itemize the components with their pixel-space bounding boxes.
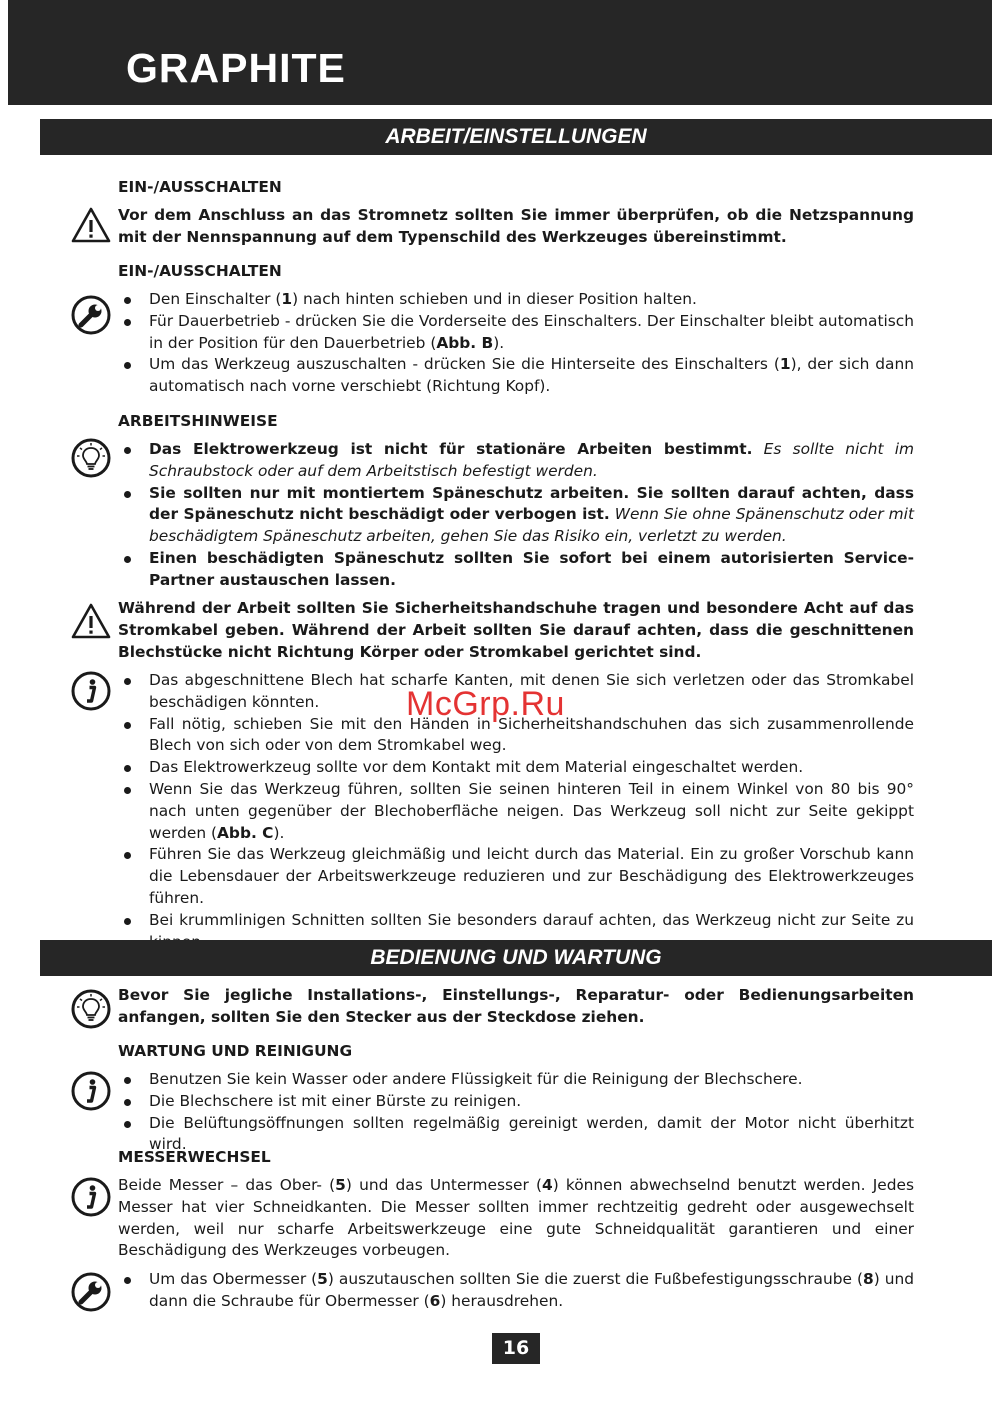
heading-ein-aus-1: EIN-/AUSSCHALTEN (118, 178, 282, 196)
list-item: Benutzen Sie kein Wasser oder andere Flüssigkeit für die Reinigung der Blechschere. (118, 1069, 914, 1091)
lightbulb-icon (70, 437, 112, 479)
header-bar (8, 0, 992, 105)
wrench-icon (70, 1271, 112, 1313)
heading-wartung: WARTUNG UND REINIGUNG (118, 1042, 353, 1060)
list-item: Sie sollten nur mit montiertem Späneschutz arbeiten. Sie sollten darauf achten, dass der Späneschutz nicht beschädigt oder verbogen ist. Wenn Sie ohne Spänenschutz oder mit beschädigtem Späneschutz arbeiten, gehen Sie das Risiko ein, verletzt zu werden. (118, 483, 914, 548)
list-item: Den Einschalter (1) nach hinten schieben und in dieser Position halten. (118, 289, 914, 311)
list-item: Die Belüftungsöffnungen sollten regelmäßig gereinigt werden, damit der Motor nicht überhitzt wird. (118, 1113, 914, 1157)
warning-icon (70, 206, 112, 244)
warning-icon (70, 602, 112, 640)
list-item: Einen beschädigten Späneschutz sollten Sie sofort bei einem autorisierten Service-Partner austauschen lassen. (118, 548, 914, 592)
list-item: Bei krummlinigen Schnitten sollten Sie besonders darauf achten, das Werkzeug nicht zur Seite zu (118, 910, 914, 954)
list-item: Führen Sie das Werkzeug gleichmäßig und leicht durch das Material. Ein zu großer Vorschub kann die Lebensdauer der Arbeitswerkzeuge reduzieren und zur Beschädigung des Elektrowerkzeuges führen. (118, 844, 914, 909)
list-item: Wenn Sie das Werkzeug führen, sollten Sie seinen hinteren Teil in einem Winkel von 80 bis 90° nach unten gegenüber der Blechoberfläche neigen. Das Werkzeug soll nicht zur Seite gekippt werden (Abb. C). (118, 779, 914, 844)
list-messer (118, 1269, 914, 1313)
list-item: Das Elektrowerkzeug sollte vor dem Kontakt mit dem Material eingeschaltet werden. (118, 757, 914, 779)
list-item: Das Elektrowerkzeug ist nicht für stationäre Arbeiten bestimmt. Es sollte nicht im Schraubstock oder auf dem Arbeitstisch befestigt werden. (118, 439, 914, 483)
section-title-arbeit: ARBEIT/EINSTELLUNGEN (40, 119, 992, 155)
list-ein-aus (118, 289, 914, 398)
wrench-icon (70, 294, 112, 336)
info-icon (70, 1070, 112, 1112)
paragraph-messer: Beide Messer – das Ober- (5) und das Untermesser (4) können abwechselnd benutzt werden. Jedes Messer hat vier Schneidkanten. Die Messer sollten immer rechtzeitig gedreht oder ausgewechselt werden, weil nur scharfe Arbeitswerkzeuge eine gute Schneidqualität garantieren und einer Beschädigung des Werkzeuges vorbeugen. (118, 1176, 914, 1260)
brand-logo: GRAPHITE (126, 45, 346, 91)
info-icon (70, 670, 112, 712)
list-arbeitshinweise (118, 439, 914, 592)
lightbulb-icon (70, 988, 112, 1030)
heading-ein-aus-2: EIN-/AUSSCHALTEN (118, 262, 282, 280)
heading-messerwechsel: MESSERWECHSEL (118, 1148, 271, 1166)
info-icon (70, 1176, 112, 1218)
list-wartung (118, 1069, 914, 1156)
list-item: Das abgeschnittene Blech hat scharfe Kanten, mit denen Sie sich verletzen oder das Stromkabel beschädigen könnten. (118, 670, 914, 714)
warning-mains-voltage: Vor dem Anschluss an das Stromnetz sollten Sie immer überprüfen, ob die Netzspannung mit der Nennspannung auf dem Typenschild des Werkzeuges übereinstimmt. (118, 206, 914, 246)
page-number: 16 (492, 1333, 540, 1364)
note-unplug: Bevor Sie jegliche Installations-, Einstellungs-, Reparatur- oder Bedienungsarbeiten anfangen, sollten Sie den Stecker aus der Steckdose ziehen. (118, 986, 914, 1026)
list-item: Für Dauerbetrieb - drücken Sie die Vorderseite des Einschalters. Der Einschalter bleibt automatisch in der Position für den Dauerbetrieb (Abb. B). (118, 311, 914, 355)
watermark: McGrp.Ru (406, 685, 565, 723)
list-item: Die Blechschere ist mit einer Bürste zu reinigen. (118, 1091, 914, 1113)
warning-gloves-cable: Während der Arbeit sollten Sie Sicherheitshandschuhe tragen und besondere Acht auf das Stromkabel geben. Während der Arbeit sollten Sie darauf achten, dass die geschnittenen Blechstücke nicht Richtung Körper oder Stromkabel gerichtet sind. (118, 599, 914, 661)
heading-arbeitshinweise: ARBEITSHINWEISE (118, 412, 278, 430)
list-item: Um das Werkzeug auszuschalten - drücken Sie die Hinterseite des Einschalters (1), der sich dann automatisch nach vorne verschiebt (Richtung Kopf). (118, 354, 914, 398)
list-item: Fall nötig, schieben Sie mit den Händen in Sicherheitshandschuhen das sich zusammenrollende Blech von sich oder von dem Stromkabel weg. (118, 714, 914, 758)
list-item: Um das Obermesser (5) auszutauschen sollten Sie die zuerst die Fußbefestigungsschraube (8) und dann die Schraube für Obermesser (6) herausdrehen. (118, 1269, 914, 1313)
section-title-bedienung: BEDIENUNG UND WARTUNG (40, 940, 992, 976)
